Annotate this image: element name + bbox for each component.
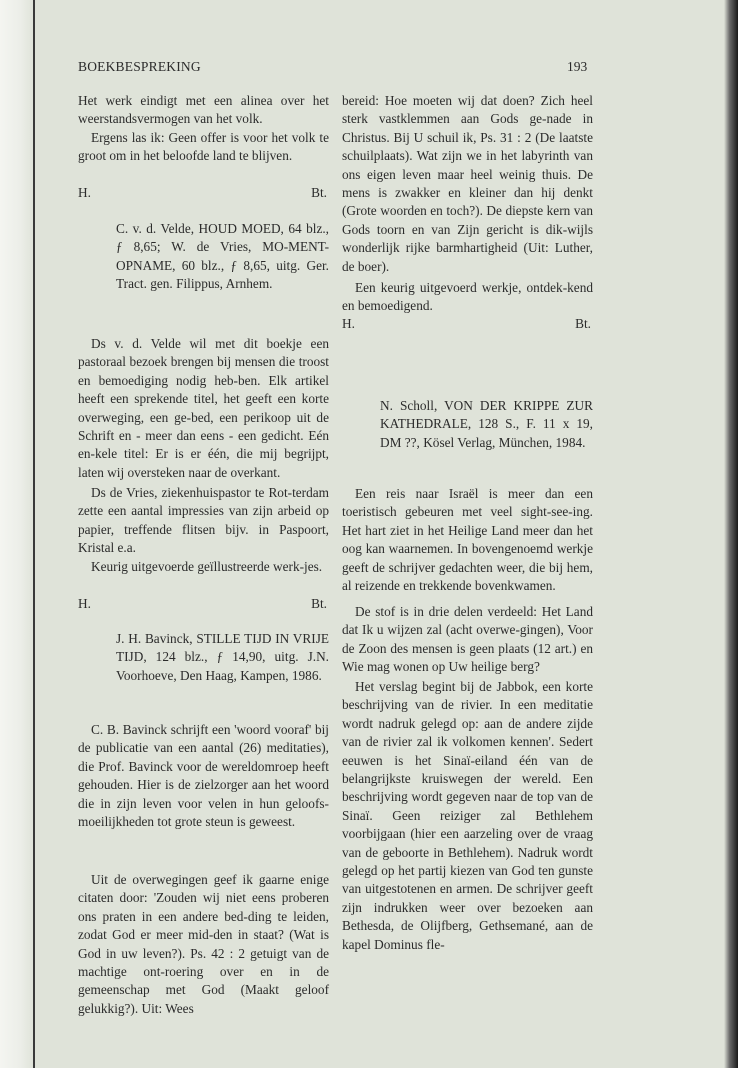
signature-initial: H. [78,185,91,200]
running-header-title: BOEKBESPREKING [78,59,201,74]
book-reference: N. Scholl, VON DER KRIPPE ZUR KATHEDRALE, 128 S., F. 11 x 19, DM ??, Kösel Verlag, München, 1984. [380,398,593,450]
paragraph: Een keurig uitgevoerd werkje, ontdek-kend en bemoedigend. [342,280,593,314]
paragraph: Een reis naar Israël is meer dan een toeristisch gebeuren met veel sight-see-ing. Het hart ziet in het Heilige Land meer dan het oog kan waarnemen. In bovengenoemd werkje geeft de schrijver gedachten weer, die bij hem, al reizende en trekkende bovenkwamen. [342,486,593,594]
signature-initial: H. [342,316,355,331]
review-signature [78,595,329,630]
signature-name: Bt. [311,596,327,611]
paragraph: Het verslag begint bij de Jabbok, een korte beschrijving van de rivier. In een meditatie wordt nadruk gelegd op: aan de andere zijde van de rivier zal ik volkomen kennen'. Sedert eeuwen is het Sinaï-eiland één van de belangrijkste kruiswegen der wereld. Een beschrijving wordt gegeven naar de top van de Sinaï. Geen reiziger zal Bethlehem voorbijgaan (hier een aarzeling over de vraag van de geboorte in Bethlehem). Nadruk wordt gelegd op het partij kiezen van God ten gunste van uitgestotenen en armen. De schrijver geeft zijn indrukken weer over bezoeken aan Bethesda, de Olijfberg, Gethsemané, aan de kapel Dominus fle- [342,679,593,952]
review-signature [78,184,329,220]
paragraph: Ds v. d. Velde wil met dit boekje een pastoraal bezoek brengen bij mensen die troost en bemoediging nodig heb-ben. Elk artikel heeft een sprekende titel, het geeft een korte overweging, een ge-bed, een perikoop uit de Schrift en - meer dan eens - een gedicht. Eén en-kele titel: Er is er één, die mij begrijpt, laten wij oversteken naar de overkant. [78,336,329,480]
paragraph: C. B. Bavinck schrijft een 'woord vooraf' bij de publicatie van een aantal (26) meditaties), die Prof. Bavinck voor de wereldomroep heeft gehouden. Hier is de zielzorger aan het woord die in zijn leven voor velen in hun geloofs-moeilijkheden tot grote steun is geweest. [78,722,329,830]
signature-name: Bt. [575,316,591,331]
page-number: 193 [567,59,588,74]
paragraph: Het werk eindigt met een alinea over het weerstandsvermogen van het volk. [78,93,329,127]
scan-left-edge-line [33,0,35,1068]
right-column [342,92,593,958]
signature-name: Bt. [311,185,327,200]
book-reference: J. H. Bavinck, STILLE TIJD IN VRIJE TIJD, 124 blz., ƒ 14,90, uitg. J.N. Voorhoeve, Den Haag, Kampen, 1986. [116,631,329,683]
scan-left-margin [0,0,34,1068]
paragraph: De stof is in drie delen verdeeld: Het Land dat Ik u wijzen zal (acht overwe-gingen), Voor de Zoon des mensen is geen plaats (12 art.) en Wie mag wonen op Uw heilige berg? [342,604,593,675]
scan-right-edge [724,0,738,1068]
paragraph: Ergens las ik: Geen offer is voor het volk te groot om in het beloofde land te blijven. [78,130,329,164]
paragraph: Keurig uitgevoerde geïllustreerde werk-jes. [91,559,323,574]
paragraph: bereid: Hoe moeten wij dat doen? Zich heel sterk vastklemmen aan Gods ge-nade in Christus. Bij U schuil ik, Ps. 31 : 2 (De laatste schuilplaats). Wat zijn we in het labyrinth van ons eigen leven maar heel weinig thuis. De mens is zwakker en kleiner dan hij denkt (Grote woorden en toch?). De diepste kern van Gods toorn en van Zijn gericht is dik-wijls wonderlijk rijke barmhartigheid (Uit: Luther, de boer). [342,93,593,274]
left-column [78,92,329,1021]
paragraph: Ds de Vries, ziekenhuispastor te Rot-terdam zette een aantal impressies van zijn arbeid op papier, treffende flitsen bijv. in Paspoort, Kristal e.a. [78,485,329,556]
signature-initial: H. [78,596,91,611]
review-signature [342,315,593,397]
paragraph: Uit de overwegingen geef ik gaarne enige citaten door: 'Zouden wij niet eens proberen ons praten in een andere bed-ding te leiden, zodat God er meer mid-den in staat? (Wat is God in uw leven?). Ps. 42 : 2 getuigt van de machtige ont-roering over en in de gemeenschap met God (Maakt geloof gelukkig?). Uit: Wees [78,872,329,1016]
book-reference: C. v. d. Velde, HOUD MOED, 64 blz., ƒ 8,65; W. de Vries, MO-MENT-OPNAME, 60 blz., ƒ 8,65, uitg. Ger. Tract. gen. Filippus, Arnhem. [116,221,329,292]
